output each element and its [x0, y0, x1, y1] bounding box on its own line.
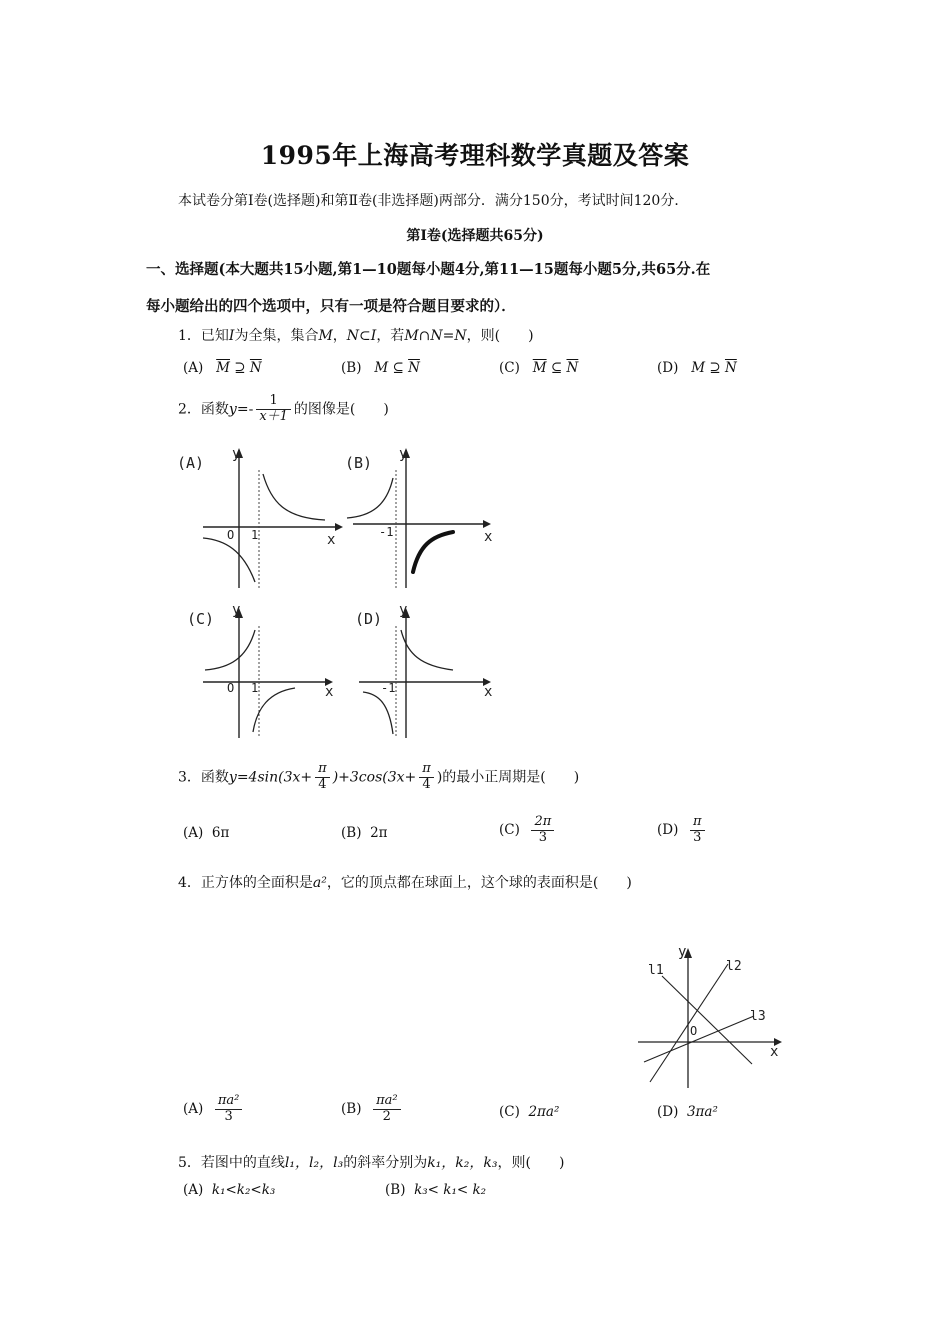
- q1-option-b[interactable]: (B) M ⊆ $\overline{N}$: [341, 360, 420, 376]
- graph-a-label: (A): [177, 454, 205, 472]
- q2-fraction: $\frac{1}{x+1}$: [256, 394, 291, 425]
- fig-l3: l3: [750, 1009, 766, 1024]
- q1-option-c[interactable]: (C) $\overline{M}$ ⊆ $\overline{N}$: [499, 360, 579, 376]
- fig-l1: l1: [648, 963, 664, 978]
- graph-c-y: y: [232, 602, 241, 618]
- graph-c[interactable]: [175, 600, 345, 740]
- graph-b-x: x: [484, 529, 493, 545]
- q3-option-c[interactable]: (C) $\frac{2\pi}{3}$: [499, 815, 557, 846]
- q3-option-b[interactable]: (B) 2π: [341, 825, 388, 841]
- graph-a[interactable]: [175, 440, 345, 590]
- q4-option-b[interactable]: (B) $\frac{\text{πa²}}{2}$: [341, 1094, 404, 1125]
- lines-figure: [630, 940, 790, 1090]
- fig-l2: l2: [726, 959, 742, 974]
- section1-line1: 一、选择题(本大题共15小题,第1—10题每小题4分,第11—15题每小题5分,共65分.在: [146, 261, 711, 278]
- graph-a-origin: O: [227, 528, 235, 542]
- graph-b-y: y: [399, 446, 408, 462]
- exam-intro: 本试卷分第Ⅰ卷(选择题)和第Ⅱ卷(非选择题)两部分．满分150分，考试时间120分．: [178, 193, 689, 209]
- q1-option-d[interactable]: (D) M ⊇ $\overline{N}$: [657, 360, 737, 376]
- q5-option-b[interactable]: (B) k₃< k₁< k₂: [385, 1182, 487, 1198]
- fig-x: x: [770, 1044, 779, 1060]
- q3-option-d[interactable]: (D) $\frac{\pi}{3}$: [657, 815, 708, 846]
- graph-d-y: y: [399, 602, 408, 618]
- section1-line2: 每小题给出的四个选项中，只有一项是符合题目要求的）．: [146, 298, 516, 315]
- graph-c-x: x: [325, 684, 334, 700]
- q3-option-a[interactable]: (A) 6π: [183, 825, 230, 841]
- graph-d-x: x: [484, 684, 493, 700]
- fig-y: y: [678, 944, 687, 960]
- question-3: 3．函数y=4sin(3x+ $\frac{\pi}{4}$ )+3cos(3x+ $\frac{\pi}{4}$ )的最小正周期是( ): [178, 761, 580, 792]
- graph-d-tick: -1: [381, 681, 396, 695]
- graph-c-origin: O: [227, 681, 235, 695]
- graph-d-label: (D): [355, 610, 383, 628]
- q4-option-c[interactable]: (C) 2πa²: [499, 1104, 560, 1120]
- graph-b-tick: -1: [379, 525, 394, 539]
- graph-b[interactable]: [343, 440, 513, 590]
- q5-option-a[interactable]: (A) k₁<k₂<k₃: [183, 1182, 276, 1198]
- question-5: 5．若图中的直线l₁，l₂，l₃的斜率分别为k₁，k₂，k₃，则( ): [178, 1155, 565, 1171]
- graph-c-label: (C): [187, 610, 215, 628]
- page-title: 1995年上海高考理科数学真题及答案: [260, 141, 690, 170]
- graph-a-x: x: [327, 532, 336, 548]
- graph-d[interactable]: [343, 600, 513, 740]
- graph-a-y: y: [232, 446, 241, 462]
- q1-option-a[interactable]: (A) $\overline{M}$ ⊇ $\overline{N}$: [183, 360, 262, 376]
- question-1: 1．已知I为全集，集合M，N⊂I，若M∩N=N，则( ): [178, 328, 534, 344]
- q4-option-d[interactable]: (D) 3πa²: [657, 1104, 718, 1120]
- q4-option-a[interactable]: (A) $\frac{\text{πa²}}{3}$: [183, 1094, 245, 1125]
- question-4: 4．正方体的全面积是a²，它的顶点都在球面上，这个球的表面积是( ): [178, 875, 632, 891]
- graph-b-label: (B): [345, 454, 373, 472]
- graph-c-tick: 1: [251, 681, 259, 695]
- fig-origin: O: [690, 1024, 698, 1038]
- part1-title: 第Ⅰ卷(选择题共65分): [406, 228, 544, 244]
- graph-a-tick: 1: [251, 528, 259, 542]
- question-2: 2．函数y=- $\frac{1}{x+1}$ 的图像是( ): [178, 393, 389, 424]
